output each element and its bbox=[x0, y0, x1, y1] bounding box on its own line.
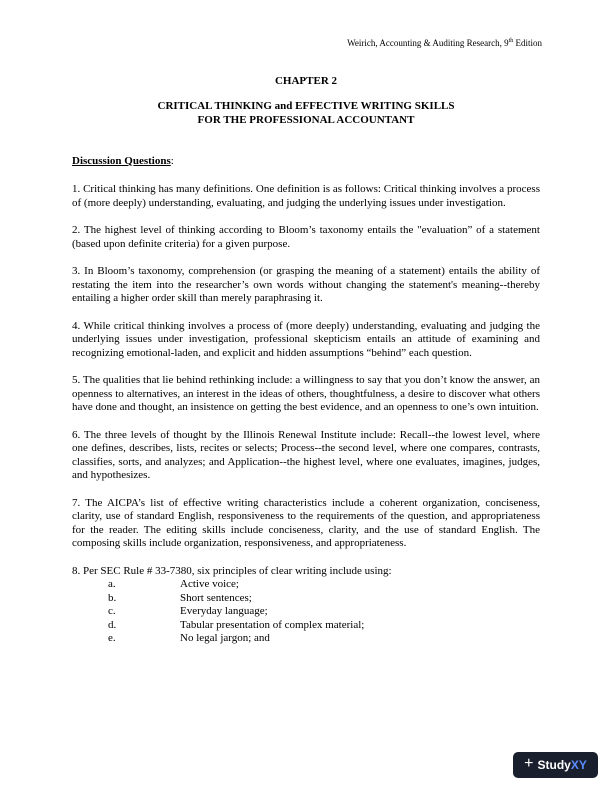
plus-icon: + bbox=[524, 755, 534, 772]
clear-writing-principles-list bbox=[72, 578, 540, 646]
list-item bbox=[72, 578, 540, 592]
list-item-text: Short sentences; bbox=[180, 591, 252, 604]
list-item-letter: d. bbox=[108, 618, 117, 631]
header-superscript: th bbox=[508, 38, 514, 44]
list-item-letter: e. bbox=[108, 632, 116, 644]
section-heading-text: Discussion Questions bbox=[72, 155, 171, 167]
badge-brand bbox=[537, 758, 586, 772]
header-edition: Edition bbox=[513, 38, 542, 48]
question-1: 1. Critical thinking has many definitions. One definition is as follows: Critical thinking involves a process of (more deeply) understanding, evaluating, and judging the underlying issues under investigation. bbox=[72, 183, 540, 209]
list-item-text: No legal jargon; and bbox=[180, 632, 270, 644]
badge-brand-xy: XY bbox=[570, 758, 587, 772]
list-item bbox=[72, 632, 540, 646]
question-2: 2. The highest level of thinking according to Bloom’s taxonomy entails the "evaluation” of a statement (based upon definite criteria) for a given purpose. bbox=[72, 224, 540, 250]
section-heading bbox=[72, 155, 174, 167]
list-item-letter: b. bbox=[108, 591, 117, 604]
list-item-text: Tabular presentation of complex material; bbox=[180, 618, 365, 631]
list-item bbox=[72, 592, 540, 606]
question-3: 3. In Bloom’s taxonomy, comprehension (or grasping the meaning of a statement) entails the ability of restating the item into the researcher’s own words without changing the statement's meaning--thereby entailing a higher order skill than merely paraphrasing it. bbox=[72, 265, 540, 304]
question-7: 7. The AICPA’s list of effective writing characteristics include a coherent organization, conciseness, clarity, use of standard English, responsiveness to the requirements of the question, and appropriateness for the reader. The editing skills include conciseness, clarity, and the use of standard English. The composing skills include organization, responsiveness, and appropriateness. bbox=[72, 496, 540, 549]
list-item-letter: c. bbox=[108, 605, 116, 617]
list-item bbox=[72, 619, 540, 633]
list-item-text: Everyday language; bbox=[180, 605, 268, 617]
header-text: Weirich, Accounting & Auditing Research, 9 bbox=[347, 38, 509, 48]
chapter-title bbox=[0, 100, 612, 127]
section-heading-colon: : bbox=[170, 155, 174, 167]
studyxy-badge[interactable] bbox=[513, 752, 598, 778]
list-item-text: Active voice; bbox=[180, 578, 239, 590]
chapter-title-line-1: CRITICAL THINKING and EFFECTIVE WRITING SKILLS bbox=[157, 100, 455, 112]
document-body bbox=[72, 183, 540, 646]
chapter-label: CHAPTER 2 bbox=[274, 75, 338, 87]
badge-brand-study: Study bbox=[537, 758, 571, 772]
question-6: 6. The three levels of thought by the Illinois Renewal Institute include: Recall--the lowest level, where one defines, describes, lists, recites or selects; Process--the second level, where one compares, contrasts, classifies, sorts, and analyzes; and Application--the highest level, where one evaluates, imagines, judges, and hypothesizes. bbox=[72, 428, 540, 481]
chapter-title-line-2: FOR THE PROFESSIONAL ACCOUNTANT bbox=[197, 113, 415, 126]
list-item-letter: a. bbox=[108, 578, 116, 590]
running-header bbox=[347, 38, 542, 48]
question-4: 4. While critical thinking involves a process of (more deeply) understanding, evaluating and judging the underlying issues under investigation, professional skepticism entails an attitude of examining and recognizing emotional-laden, and explicit and hidden assumptions “behind” each question. bbox=[72, 319, 540, 359]
list-item bbox=[72, 605, 540, 619]
question-5: 5. The qualities that lie behind rethinking include: a willingness to say that you don’t know the answer, an openness to alternatives, an interest in the ideas of others, thoughtfulness, a desire to discover what others have done and thought, an insistence on getting the best evidence, and an openness to one’s own intuition. bbox=[72, 374, 540, 413]
question-8: 8. Per SEC Rule # 33-7380, six principles of clear writing include using: bbox=[72, 564, 392, 577]
